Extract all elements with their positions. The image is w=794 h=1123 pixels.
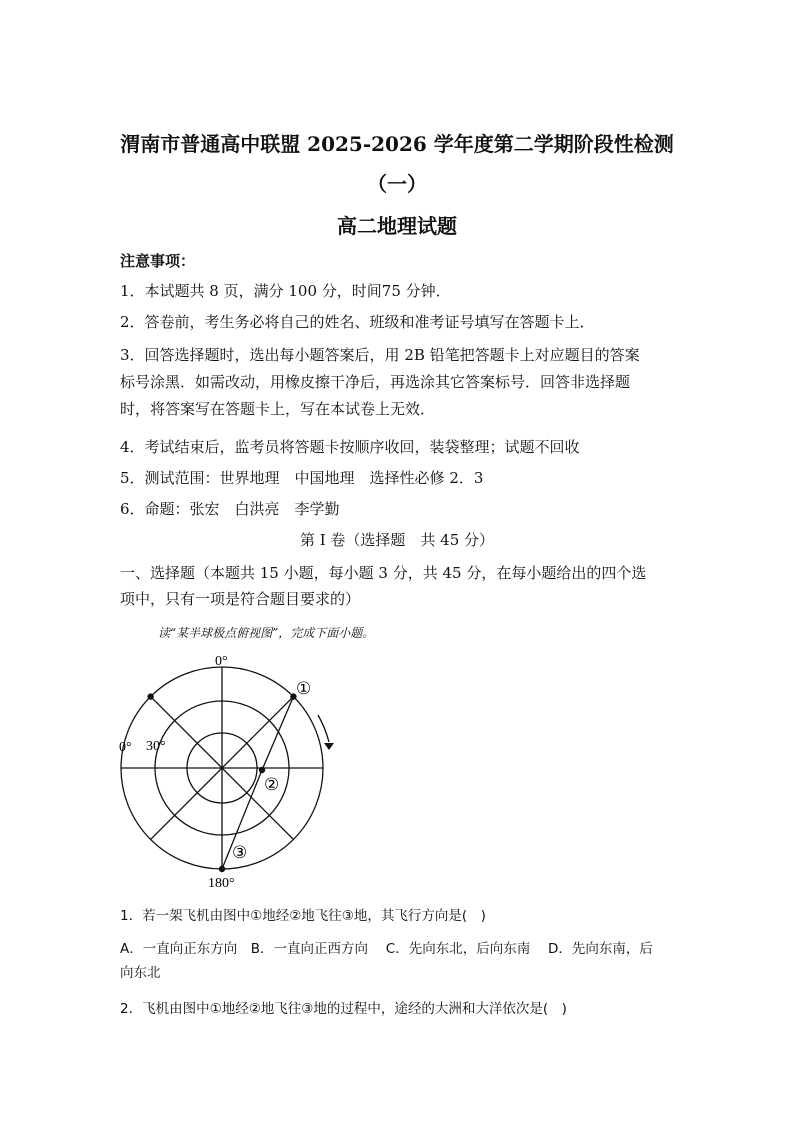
label-bottom-180: 180°	[208, 876, 235, 891]
notice-item: 时，将答案写在答题卡上，写在本试卷上无效．	[120, 400, 436, 418]
question-2: 2．飞机由图中①地经②地飞往③地的过程中，途经的大洲和大洋依次是( )	[120, 1001, 567, 1017]
section-title: 第 I 卷（选择题 共 45 分）	[299, 531, 495, 549]
notice-item: 3．回答选择题时，选出每小题答案后，用 2B 铅笔把答题卡上对应题目的答案	[120, 346, 640, 364]
exam-title: 渭南市普通高中联盟 2025-2026 学年度第二学期阶段性检测	[120, 132, 674, 156]
question-1: 1．若一架飞机由图中①地经②地飞往③地，其飞行方向是( )	[120, 908, 486, 924]
figure-caption: 读“某半球极点俯视图”，完成下面小题。	[158, 626, 375, 640]
question-1-options-cont: 向东北	[120, 965, 161, 981]
point-2-dot	[259, 767, 265, 773]
point-nw-dot	[147, 693, 153, 699]
label-point-1: ①	[296, 679, 312, 698]
notice-item: 1．本试题共 8 页，满分 100 分，时间75 分钟．	[120, 282, 451, 300]
rotation-arrow-head	[324, 743, 334, 750]
label-point-2: ②	[264, 775, 280, 794]
exam-subtitle: 高二地理试题	[337, 214, 457, 238]
notice-heading: 注意事项：	[120, 252, 196, 270]
notice-item: 2．答卷前，考生务必将自己的姓名、班级和准考证号填写在答题卡上．	[120, 313, 595, 331]
exam-title-suffix: （一）	[367, 172, 427, 196]
part-heading: 一、选择题（本题共 15 小题，每小题 3 分，共 45 分，在每小题给出的四个选	[120, 564, 647, 582]
notice-item: 6．命题：张宏 白洪亮 李学勤	[120, 500, 340, 518]
label-left-0: 0°	[119, 740, 132, 755]
label-point-3: ③	[232, 843, 248, 862]
polar-view-diagram	[110, 650, 350, 895]
question-1-options: A．一直向正东方向 B．一直向正西方向 C．先向东北，后向东南 D．先向东南，后	[120, 941, 653, 957]
notice-item: 标号涂黑．如需改动，用橡皮擦干净后，再选涂其它答案标号．回答非选择题	[120, 373, 631, 391]
point-3-dot	[219, 866, 225, 872]
label-30: 30°	[146, 739, 166, 754]
notice-item: 4．考试结束后，监考员将答题卡按顺序收回，装袋整理；试题不回收	[120, 438, 580, 456]
notice-item: 5．测试范围：世界地理 中国地理 选择性必修 2．3	[120, 469, 484, 487]
part-heading-cont: 项中，只有一项是符合题目要求的）	[120, 590, 361, 608]
rotation-arrow-arc	[318, 715, 329, 742]
label-top-0: 0°	[215, 654, 228, 669]
